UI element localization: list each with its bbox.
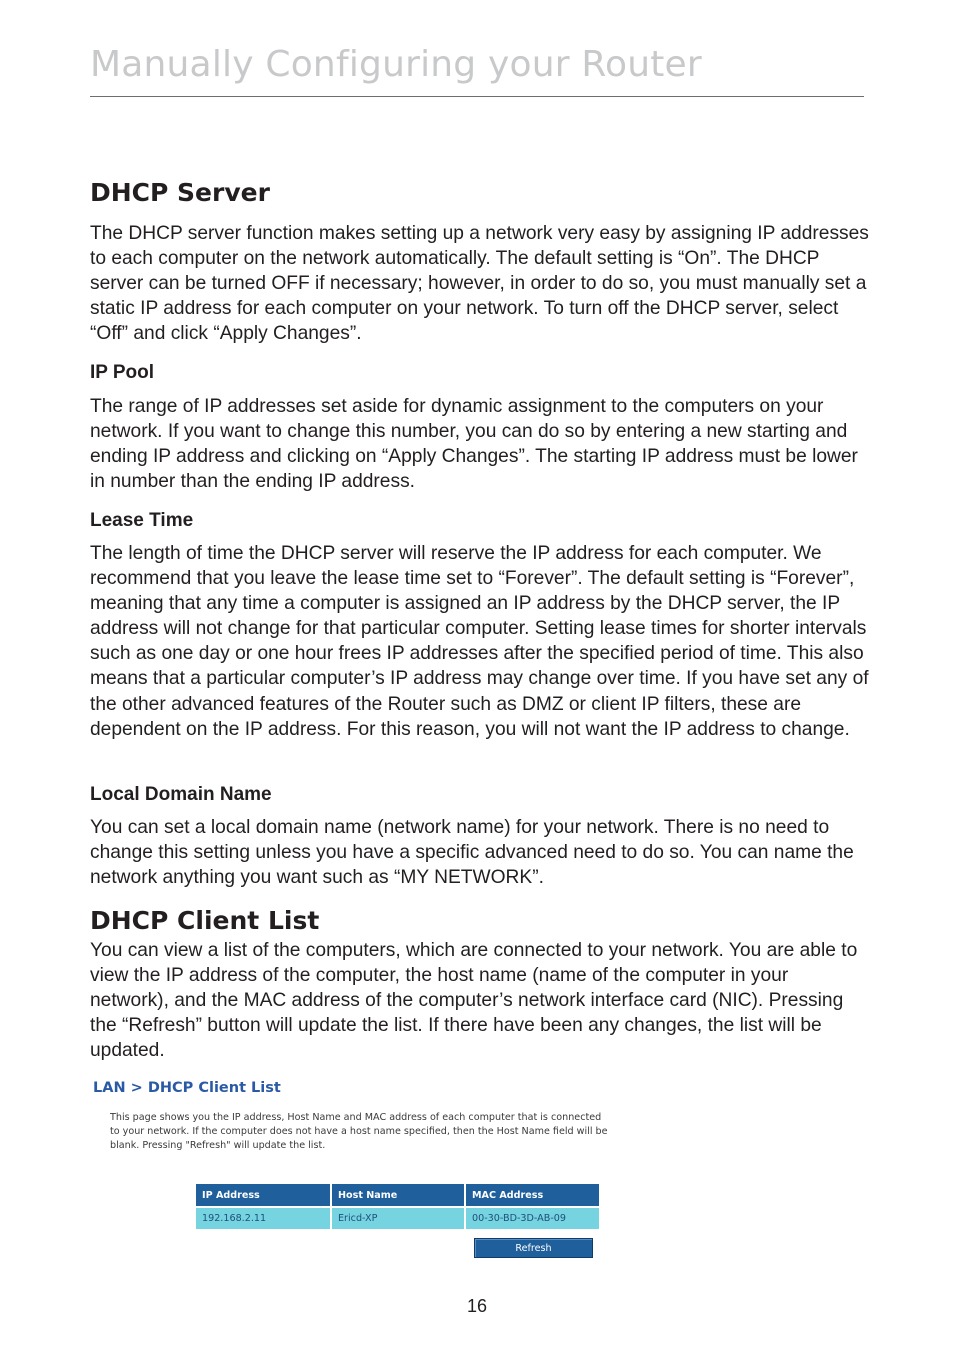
description-line: to your network. If the computer does not have a host name specified, then the Host Name field will be: [110, 1126, 608, 1137]
cell-ip-address: 192.168.2.11: [196, 1207, 331, 1229]
page-number: 16: [466, 1296, 488, 1316]
dhcp-client-table: [196, 1184, 599, 1229]
column-header-mac-address: MAC Address: [465, 1184, 599, 1207]
table-header-row: [196, 1184, 599, 1207]
breadcrumb[interactable]: LAN > DHCP Client List: [93, 1080, 281, 1096]
table-row: [196, 1207, 599, 1229]
dhcp-client-list-text: You can view a list of the computers, which are connected to your network. You are able to view the IP address of the computer, the host name (name of the computer in your network), and the MAC address of the computer’s network interface card (NIC). Pressing the “Refresh” button will update the list. If there have been any changes, the list will be updated.: [90, 940, 858, 1062]
ip-pool-text: The range of IP addresses set aside for dynamic assignment to the computers on your network. If you want to change this number, you can do so by entering a new starting and ending IP address and clicking on “Apply Changes”. The starting IP address must be lower in number than the ending IP address.: [90, 396, 858, 493]
subheading-local-domain-name: Local Domain Name: [90, 784, 272, 805]
column-header-ip-address: IP Address: [196, 1184, 331, 1207]
section-heading-dhcp-client-list: DHCP Client List: [90, 906, 320, 935]
screenshot-description: [110, 1111, 710, 1153]
column-header-host-name: Host Name: [331, 1184, 465, 1207]
description-line: This page shows you the IP address, Host Name and MAC address of each computer that is connected: [110, 1112, 602, 1123]
title-divider: [90, 96, 864, 97]
subheading-lease-time: Lease Time: [90, 510, 194, 531]
cell-mac-address: 00-30-BD-3D-AB-09: [465, 1207, 599, 1229]
subheading-ip-pool: IP Pool: [90, 362, 155, 383]
dhcp-server-intro: The DHCP server function makes setting up a network very easy by assigning IP addresses to each computer on the network automatically. The default setting is “On”. The DHCP server can be turned OFF if necessary; however, in order to do so, you must manually set a static IP address for each computer on your network. To turn off the DHCP server, select “Off” and click “Apply Changes”.: [90, 223, 869, 345]
section-heading-dhcp-server: DHCP Server: [90, 178, 270, 207]
local-domain-name-text: You can set a local domain name (network name) for your network. There is no need to change this setting unless you have a specific advanced need to do so. You can name the network anything you want such as “MY NETWORK”.: [90, 817, 854, 889]
cell-host-name: Ericd-XP: [331, 1207, 465, 1229]
refresh-button[interactable]: Refresh: [474, 1238, 593, 1258]
page-title: Manually Configuring your Router: [90, 44, 702, 85]
lease-time-text: The length of time the DHCP server will reserve the IP address for each computer. We recommend that you leave the lease time set to “Forever”. The default setting is “Forever”, meaning that any time a computer is assigned an IP address by the DHCP server, the IP address will not change for that particular computer. Setting lease times for shorter intervals such as one day or one hour frees IP addresses after the specified period of time. This also means that a particular computer’s IP address may change over time. If you have set any of the other advanced features of the Router such as DMZ or client IP filters, these are dependent on the IP address. For this reason, you will not want the IP address to change.: [90, 543, 869, 740]
description-line: blank. Pressing "Refresh" will update the list.: [110, 1140, 326, 1151]
